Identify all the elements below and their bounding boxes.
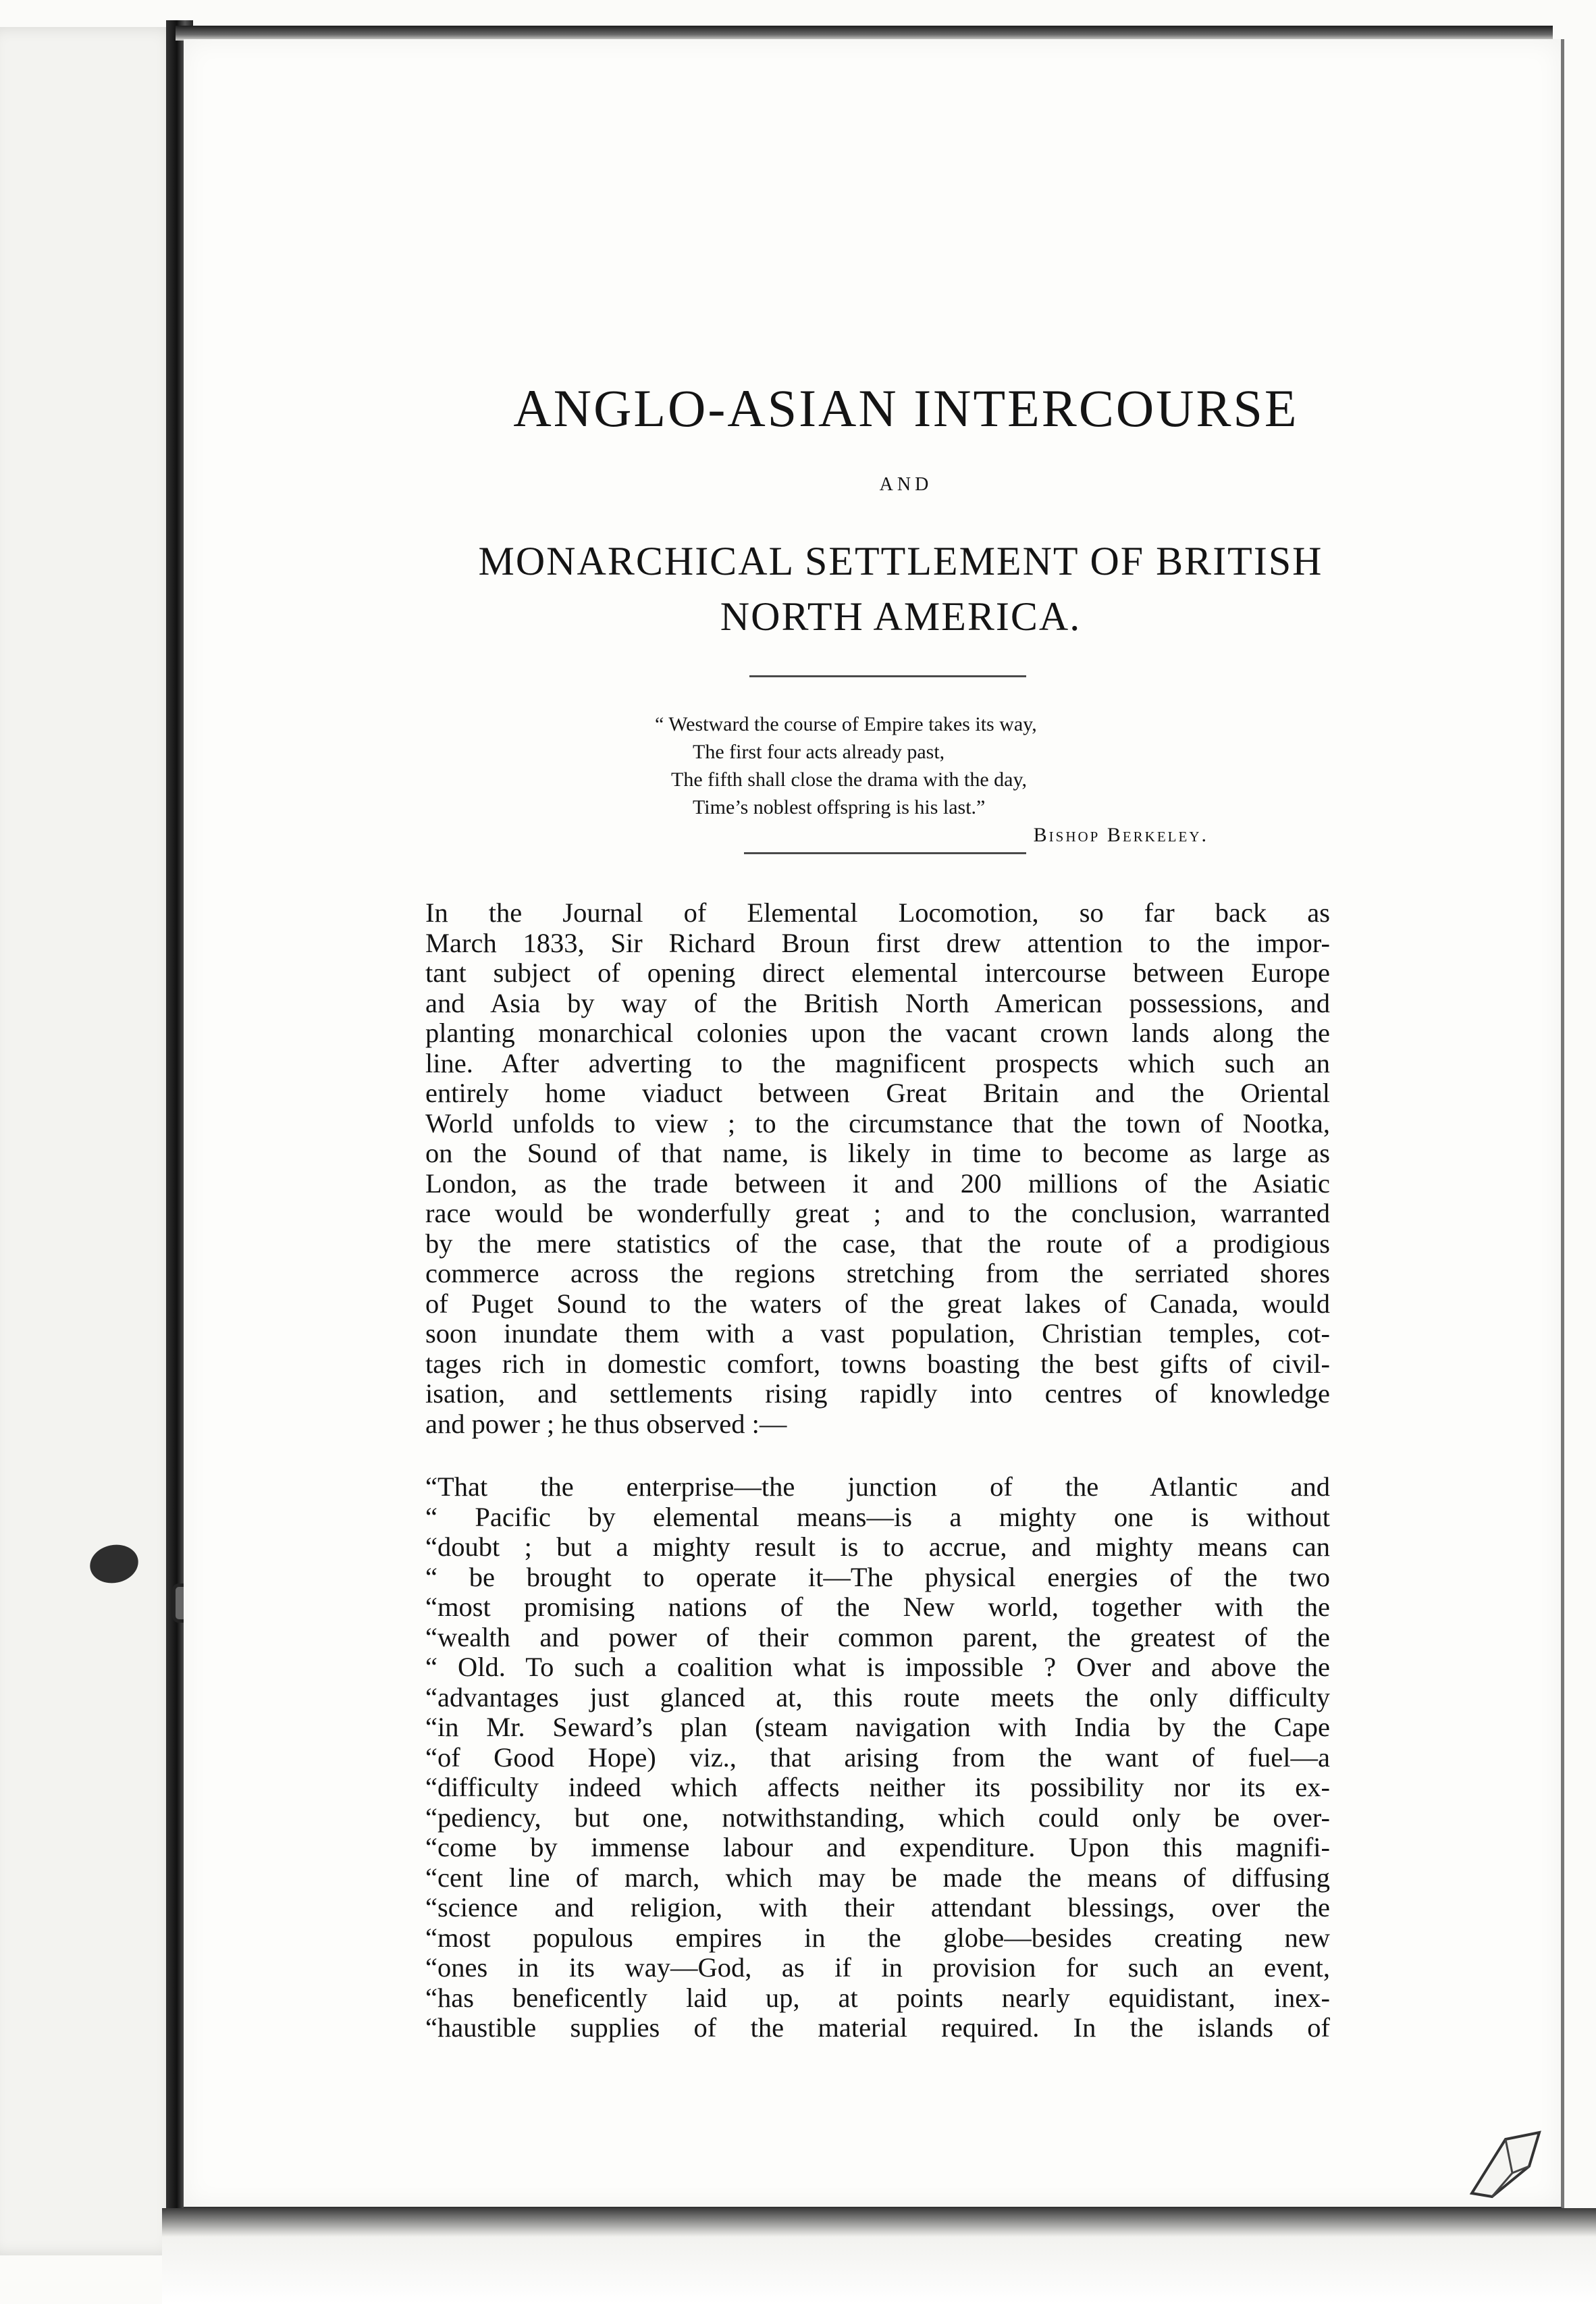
text-line: commerce across the regions stretching from the serriated shores [425, 1258, 1330, 1288]
page-top-edge [176, 26, 1553, 41]
subtitle-line: MONARCHICAL SETTLEMENT OF BRITISH [478, 539, 1323, 583]
text-line: “pediency, but one, notwithstanding, which could only be over- [425, 1802, 1330, 1833]
epigraph-line: “ Westward the course of Empire takes its way, [655, 713, 1037, 735]
text-line: “wealth and power of their common parent, the greatest of the [425, 1621, 1330, 1652]
divider-rule [744, 852, 1026, 854]
text-line: isation, and settlements rising rapidly into centres of knowledge [425, 1378, 1330, 1409]
text-line: “come by immense labour and expenditure. Upon this magnifi- [425, 1832, 1330, 1862]
text-line: “doubt ; but a mighty result is to accrue, and mighty means can [425, 1531, 1330, 1562]
text-line: soon inundate them with a vast population, Christian temples, cot- [425, 1318, 1330, 1349]
text-line: “science and religion, with their attendant blessings, over the [425, 1892, 1330, 1922]
epigraph-attribution: Bishop Berkeley. [1033, 824, 1208, 846]
text-line: “ones in its way—God, as if in provision for such an event, [425, 1952, 1330, 1983]
title-conjunction: AND [879, 474, 933, 495]
epigraph-line: The fifth shall close the drama with the day, [671, 768, 1028, 791]
dog-eared-corner-icon [1465, 2112, 1546, 2200]
divider-rule [749, 675, 1026, 677]
text-line: race would be wonderfully great ; and to the conclusion, warranted [425, 1198, 1330, 1228]
page-title: ANGLO-ASIAN INTERCOURSE [513, 379, 1299, 438]
epigraph [648, 710, 1215, 849]
epigraph-line: Time’s noblest offspring is his last.” [693, 796, 986, 818]
text-line: “ Old. To such a coalition what is impossible ? Over and above the [425, 1652, 1330, 1682]
text-line: “difficulty indeed which affects neither its possibility nor its ex- [425, 1772, 1330, 1802]
text-line: “most populous empires in the globe—besides creating new [425, 1922, 1330, 1953]
text-line: In the Journal of Elemental Locomotion, so far back as [425, 897, 1330, 928]
text-line: “cent line of march, which may be made the means of diffusing [425, 1862, 1330, 1893]
text-line: March 1833, Sir Richard Broun first drew attention to the impor- [425, 927, 1330, 958]
text-line: planting monarchical colonies upon the vacant crown lands along the [425, 1018, 1330, 1048]
text-line: of Puget Sound to the waters of the great lakes of Canada, would [425, 1288, 1330, 1319]
text-line: “in Mr. Seward’s plan (steam navigation with India by the Cape [425, 1712, 1330, 1742]
text-line: and power ; he thus observed :— [425, 1408, 787, 1439]
page-subtitle [103, 533, 1596, 644]
text-line: tages rich in domestic comfort, towns boasting the best gifts of civil- [425, 1348, 1330, 1379]
text-line: entirely home viaduct between Great Britain and the Oriental [425, 1078, 1330, 1108]
text-line: “ be brought to operate it—The physical energies of the two [425, 1561, 1330, 1592]
text-line: “of Good Hope) viz., that arising from the want of fuel—a [425, 1742, 1330, 1773]
text-line: “has beneficently laid up, at points nearly equidistant, inex- [425, 1982, 1330, 2013]
text-line: “ Pacific by elemental means—is a mighty one is without [425, 1501, 1330, 1532]
text-line: and Asia by way of the British North American possessions, and [425, 987, 1330, 1018]
text-line: on the Sound of that name, is likely in time to become as large as [425, 1138, 1330, 1168]
subtitle-line: NORTH AMERICA. [720, 594, 1082, 639]
text-line: “most promising nations of the New world, together with the [425, 1592, 1330, 1622]
page-bottom-edge [162, 2208, 1596, 2304]
text-line: “advantages just glanced at, this route meets the only difficulty [425, 1681, 1330, 1712]
text-line: tant subject of opening direct elemental intercourse between Europe [425, 958, 1330, 988]
text-line: London, as the trade between it and 200 millions of the Asiatic [425, 1168, 1330, 1199]
body-paragraph [425, 898, 1330, 1439]
previous-page-edge [0, 27, 185, 2255]
text-line: by the mere statistics of the case, that the route of a prodigious [425, 1228, 1330, 1259]
text-line: World unfolds to view ; to the circumstance that the town of Nootka, [425, 1107, 1330, 1138]
text-line: “haustible supplies of the material required. In the islands of [425, 2012, 1330, 2043]
quoted-paragraph [425, 1472, 1330, 2043]
text-line: “That the enterprise—the junction of the Atlantic and [425, 1471, 1330, 1502]
epigraph-line: The first four acts already past, [693, 741, 945, 763]
text-line: line. After adverting to the magnificent prospects which such an [425, 1047, 1330, 1078]
